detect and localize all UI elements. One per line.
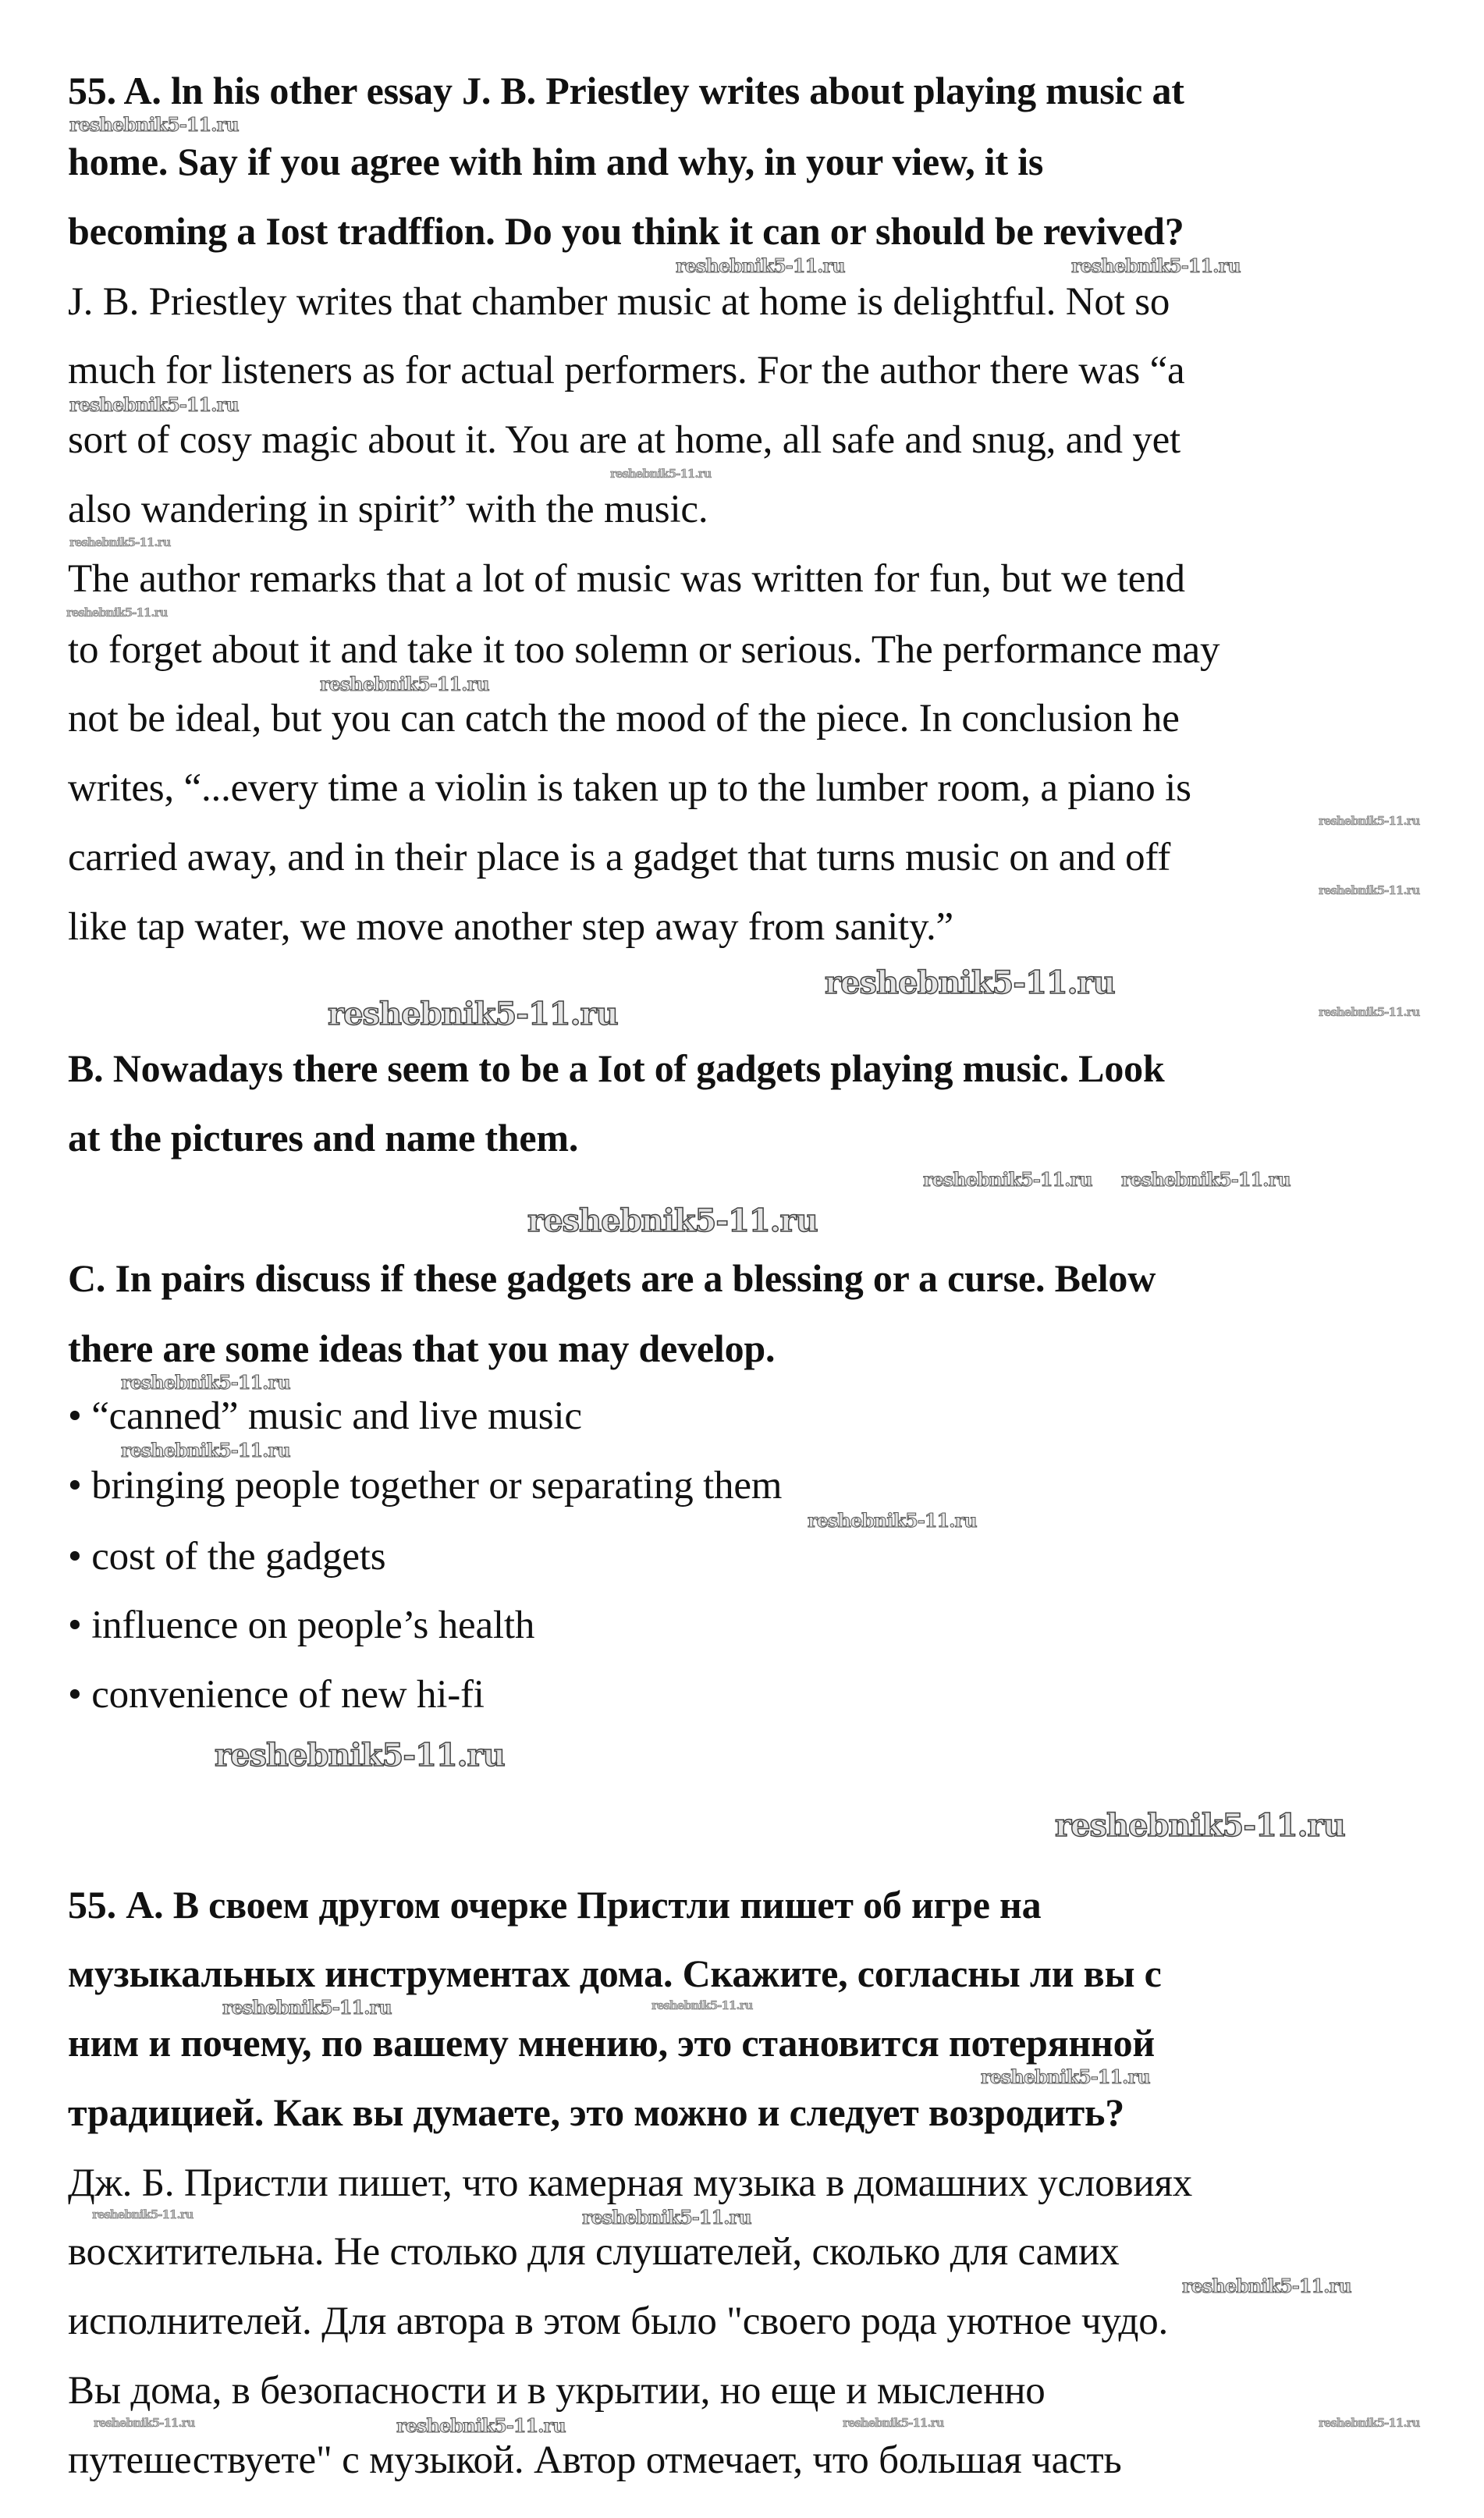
translation-line: исполнителей. Для автора в этом было "своего рода уютное чудо. [68,2300,1169,2343]
answer-line: much for listeners as for actual performers. For the author there was “a [68,349,1185,392]
watermark: reshebnik5-11.ru [1319,2416,1420,2430]
answer-line: J. B. Priestley writes that chamber music at home is delightful. Not so [68,280,1170,324]
watermark: reshebnik5-11.ru [1055,1807,1345,1844]
answer-line: carried away, and in their place is a gadget that turns music on and off [68,836,1171,879]
watermark: reshebnik5-11.ru [825,964,1115,1001]
watermark: reshebnik5-11.ru [69,113,239,136]
bullet-item: • convenience of new hi-fi [68,1673,485,1717]
watermark: reshebnik5-11.ru [1182,2275,1351,2297]
heading-line: 55. А. В своем другом очерке Пристли пишет об игре на [68,1883,1042,1927]
watermark: reshebnik5-11.ru [94,2416,195,2430]
watermark: reshebnik5-11.ru [808,1509,977,1532]
watermark: reshebnik5-11.ru [1319,1005,1420,1019]
bullet-item: • “canned” music and live music [68,1394,582,1438]
bullet-item: • bringing people together or separating them [68,1464,783,1508]
translation-line: Вы дома, в безопасности и в укрытии, но еще и мысленно [68,2369,1046,2413]
answer-line: The author remarks that a lot of music was written for fun, but we tend [68,557,1185,601]
answer-line: sort of cosy magic about it. You are at home, all safe and snug, and yet [68,418,1181,462]
watermark: reshebnik5-11.ru [843,2416,944,2430]
heading-line: there are some ideas that you may develop. [68,1326,776,1370]
watermark: reshebnik5-11.ru [92,2207,193,2221]
heading-line: becoming a Iost tradffion. Do you think it can or should be revived? [68,209,1184,253]
translation-line: путешествуете" с музыкой. Автор отмечает, что большая часть [68,2438,1122,2482]
watermark: reshebnik5-11.ru [582,2206,751,2229]
watermark: reshebnik5-11.ru [215,1737,505,1774]
watermark: reshebnik5-11.ru [981,2065,1150,2088]
watermark: reshebnik5-11.ru [676,254,845,277]
watermark: reshebnik5-11.ru [1121,1168,1291,1191]
watermark: reshebnik5-11.ru [66,606,168,620]
watermark: reshebnik5-11.ru [121,1439,290,1461]
bullet-item: • influence on people’s health [68,1603,535,1647]
watermark: reshebnik5-11.ru [1319,814,1420,828]
watermark: reshebnik5-11.ru [121,1371,290,1394]
answer-line: also wandering in spirit” with the music. [68,488,708,531]
answer-line: writes, “...every time a violin is taken up to the lumber room, a piano is [68,766,1191,810]
watermark: reshebnik5-11.ru [1319,883,1420,897]
bullet-item: • cost of the gadgets [68,1535,386,1579]
heading-line: ним и почему, по вашему мнению, это становится потерянной [68,2021,1156,2065]
heading-line: B. Nowadays there seem to be a Iot of gadgets playing music. Look [68,1046,1165,1090]
watermark: reshebnik5-11.ru [923,1168,1092,1191]
answer-line: to forget about it and take it too solemn or serious. The performance may [68,628,1220,672]
heading-line: традицией. Как вы думаете, это можно и следует возродить? [68,2090,1125,2134]
watermark: reshebnik5-11.ru [1071,254,1241,277]
watermark: reshebnik5-11.ru [69,535,171,549]
watermark: reshebnik5-11.ru [527,1202,818,1239]
heading-line: at the pictures and name them. [68,1116,579,1160]
watermark: reshebnik5-11.ru [222,1996,392,2019]
translation-line: восхитительна. Не столько для слушателей, сколько для самих [68,2230,1120,2274]
heading-line: home. Say if you agree with him and why, in your view, it is [68,140,1044,183]
watermark: reshebnik5-11.ru [69,393,239,416]
answer-line: not be ideal, but you can catch the mood of the piece. In conclusion he [68,697,1180,740]
translation-line: Дж. Б. Пристли пишет, что камерная музыка в домашних условиях [68,2161,1193,2205]
watermark: reshebnik5-11.ru [651,1998,753,2012]
heading-line: 55. A. ln his other essay J. B. Priestley writes about playing music at [68,69,1184,112]
watermark: reshebnik5-11.ru [328,996,618,1032]
heading-line: C. In pairs discuss if these gadgets are a blessing or a curse. Below [68,1256,1156,1300]
heading-line: музыкальных инструментах дома. Скажите, согласны ли вы с [68,1952,1162,1995]
answer-line: like tap water, we move another step away from sanity.” [68,905,953,949]
watermark: reshebnik5-11.ru [396,2414,566,2437]
watermark: reshebnik5-11.ru [610,467,712,481]
watermark: reshebnik5-11.ru [320,673,489,695]
